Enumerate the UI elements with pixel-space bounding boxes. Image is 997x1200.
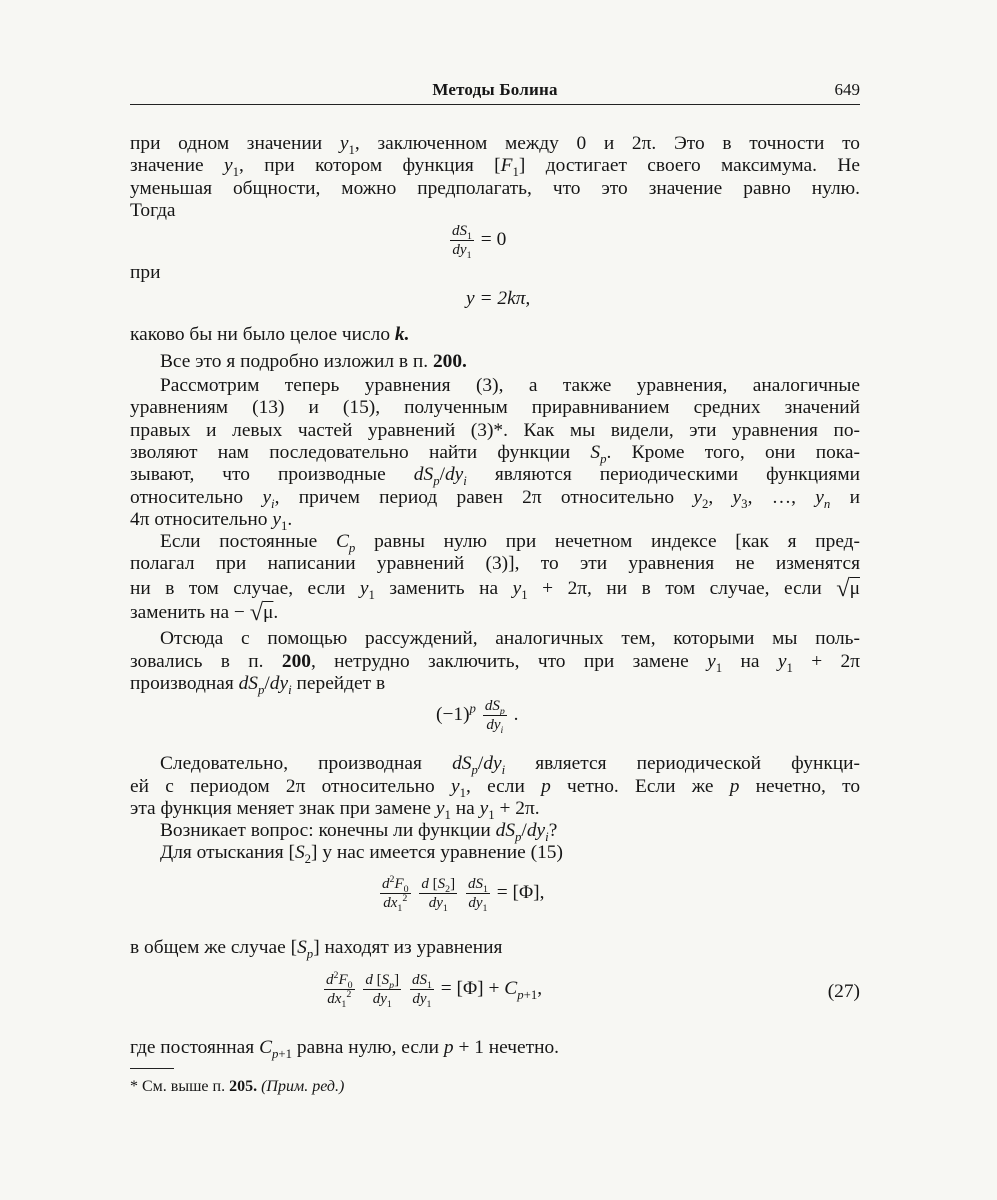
paragraph-line: зволяют нам последовательно найти функции $S_p$. Кроме того, они пока- bbox=[130, 441, 860, 466]
header-rule bbox=[130, 104, 860, 105]
paragraph-line: правых и левых частей уравнений (3)*. Как мы видели, эти уравнения по- bbox=[130, 419, 860, 441]
paragraph-line: уменьшая общности, можно предполагать, что это значение равно нулю. bbox=[130, 177, 860, 199]
paragraph-line: зывают, что производные $dS_p/dy_i$ являются периодическими функциями bbox=[130, 464, 860, 489]
running-title: Методы Болина bbox=[432, 80, 558, 99]
paragraph-line: где постоянная $C_{p+1}$ равна нулю, если p + 1 нечетно. bbox=[130, 1037, 560, 1061]
equation-5: $\frac{d^2F_0}{dx_1^2}$ $\frac{d [S_p]}{dy_1}$ $\frac{dS_1}{dy_1}$ = $[\Phi] + C_{p+1}$, (27) bbox=[326, 970, 860, 1011]
paragraph-line: ей с периодом 2π относительно $y_1$, если p четно. Если же p нечетно, то bbox=[130, 775, 861, 800]
equation-1: $\frac{dS_1}{dy_1}$ = 0 bbox=[452, 223, 507, 262]
paragraph-line: полагал при написании уравнений (3)], то эти уравнения не изменятся bbox=[130, 553, 860, 575]
equation-4: $\frac{d^2F_0}{dx_1^2}$ $\frac{d [S_2]}{dy_1}$ $\frac{dS_1}{dy_1}$ = [Φ], bbox=[382, 873, 545, 914]
paragraph-line: Следовательно, производная $dS_p/dy_i$ является периодической функци- bbox=[160, 753, 860, 778]
paragraph-line: уравнениям (13) и (15), полученным приравниванием средних значений bbox=[130, 397, 860, 419]
paragraph-line: Для отыскания $[S_2]$ у нас имеется уравнение (15) bbox=[160, 842, 563, 867]
paragraph-line: Все это я подробно изложил в п. 200. bbox=[160, 350, 467, 372]
paragraph-line: зовались в п. 200, нетрудно заключить, что при замене $y_1$ на $y_1 + 2\pi$ bbox=[130, 650, 860, 675]
paragraph-line: при одном значении $y_1$, заключенном между 0 и 2π. Это в точности то bbox=[130, 133, 860, 157]
paragraph-line: относительно $y_i$, причем период равен 2π относительно $y_2$, $y_3$, …, $y_n$ и bbox=[130, 486, 860, 511]
paragraph-line: в общем же случае $[S_p]$ находят из уравнения bbox=[130, 936, 503, 961]
footnote-rule bbox=[130, 1068, 174, 1069]
paragraph-line: Тогда bbox=[130, 199, 176, 221]
paragraph-line: Рассмотрим теперь уравнения (3), а также уравнения, аналогичные bbox=[160, 375, 860, 397]
paragraph-line: Отсюда с помощью рассуждений, аналогичных тем, которыми мы поль- bbox=[160, 628, 860, 650]
paragraph-line: эта функция меняет знак при замене $y_1$ на $y_1 + 2\pi$. bbox=[130, 797, 540, 822]
page-number: 649 bbox=[834, 80, 860, 99]
footnote: * См. выше п. 205. (Прим. ред.) bbox=[130, 1078, 345, 1095]
paragraph-line: Возникает вопрос: конечны ли функции $dS_p/dy_i$? bbox=[160, 820, 558, 844]
paragraph-line: при bbox=[130, 262, 161, 284]
equation-3: $(-1)^p$ $\frac{dS_p}{dy_i}$ . bbox=[436, 698, 519, 737]
equation-number: (27) bbox=[827, 981, 860, 1003]
paragraph-line: значение $y_1$, при котором функция $[F_1]$ достигает своего максимума. Не bbox=[130, 155, 860, 180]
paragraph-line: ни в том случае, если $y_1$ заменить на $y_1 + 2\pi$, ни в том случае, если √μ bbox=[130, 574, 860, 602]
paragraph-line: каково бы ни было целое число k. bbox=[130, 324, 410, 346]
paragraph-line: 4π относительно $y_1$. bbox=[130, 508, 293, 533]
paragraph-line: производная $dS_p/dy_i$ перейдет в bbox=[130, 672, 386, 697]
equation-2: y = 2kπ, bbox=[466, 288, 531, 310]
paragraph-line: заменить на − √μ. bbox=[130, 599, 279, 627]
page-header bbox=[130, 80, 860, 106]
page bbox=[130, 0, 860, 1200]
paragraph-line: Если постоянные $C_p$ равны нулю при нечетном индексе [как я пред- bbox=[160, 531, 861, 556]
body-text bbox=[130, 133, 860, 1059]
